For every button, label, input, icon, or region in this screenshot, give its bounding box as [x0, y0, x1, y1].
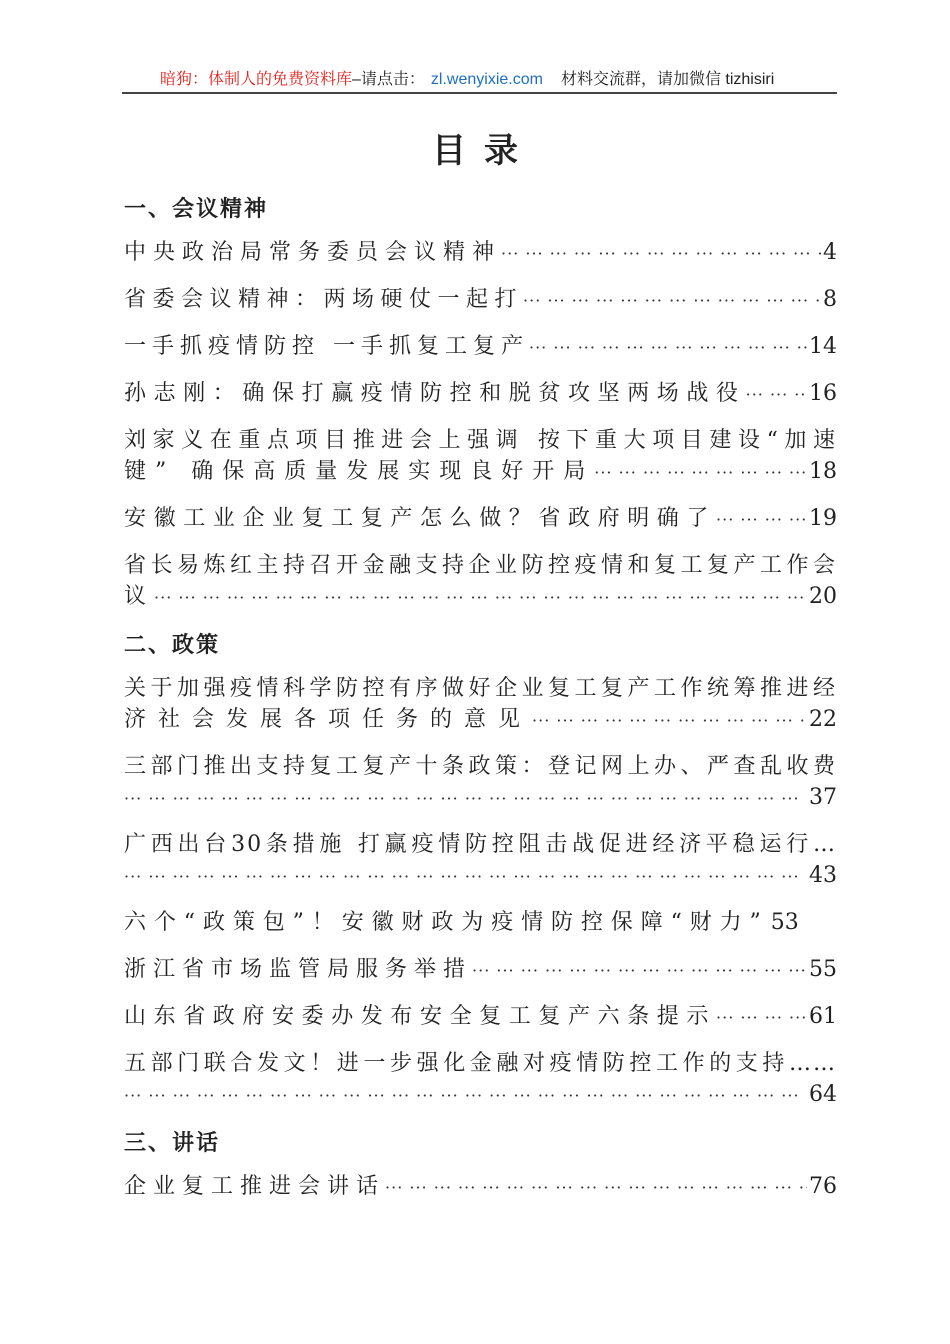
entry-title: 山东省政府安委办发布安全复工复产六条提示 — [124, 1004, 717, 1029]
toc-entry[interactable] — [124, 425, 837, 487]
entry-page: 18 — [809, 459, 837, 484]
header-prompt: –请点击： — [352, 71, 425, 88]
dot-leader — [746, 379, 807, 410]
header-brand: 暗狗：体制人的免费资料库 — [160, 71, 353, 88]
entry-page: 64 — [809, 1082, 837, 1107]
section-heading: 三、讲话 — [124, 1130, 221, 1156]
entry-title: 一手抓疫情防控 一手抓复工复产 — [124, 334, 529, 359]
dot-leader — [523, 285, 821, 316]
dot-leader — [532, 705, 807, 736]
page-header — [122, 68, 836, 92]
page-title: 目录 — [432, 131, 536, 171]
toc-entry[interactable] — [124, 751, 837, 813]
toc-entry[interactable] — [124, 673, 837, 735]
header-divider — [122, 92, 837, 94]
dot-leader — [501, 238, 821, 269]
toc-entry[interactable] — [124, 331, 837, 362]
entry-title: 企业复工推进会讲话 — [124, 1174, 386, 1199]
toc-entry[interactable] — [124, 378, 837, 409]
dot-leader — [716, 1002, 807, 1033]
entry-page: 76 — [809, 1174, 837, 1199]
entry-title: 键” 确保高质量发展实现良好开局 — [124, 459, 595, 484]
section-heading: 一、会议精神 — [124, 196, 269, 222]
entry-page: 43 — [809, 863, 837, 888]
entry-page: 20 — [809, 584, 837, 609]
dot-leader — [154, 582, 807, 613]
toc-entry[interactable] — [124, 503, 837, 534]
toc-entry[interactable] — [124, 1048, 837, 1110]
dot-leader — [124, 783, 807, 814]
header-contact: 材料交流群，请加微信 tizhisiri — [560, 71, 775, 88]
entry-title: 浙江省市场监管局服务举措 — [124, 957, 473, 982]
entry-page: 19 — [809, 506, 837, 531]
entry-title-line1: 刘家义在重点项目推进会上强调 按下重大项目建设“加速 — [124, 428, 837, 453]
entry-page: 53 — [770, 910, 799, 935]
dot-leader — [472, 955, 807, 986]
entry-page: 37 — [809, 785, 837, 810]
entry-page: 4 — [823, 240, 837, 265]
header-link[interactable]: zl.wenyixie.com — [430, 71, 543, 88]
toc-entry[interactable] — [124, 284, 837, 315]
toc-entry[interactable] — [124, 829, 837, 891]
dot-leader — [385, 1172, 807, 1203]
entry-title-line1: 三部门推出支持复工复产十条政策：登记网上办、严查乱收费 — [124, 754, 837, 779]
table-of-contents — [124, 190, 837, 1218]
entry-page: 8 — [823, 287, 837, 312]
entry-title: 济社会发展各项任务的意见 — [124, 707, 533, 732]
dot-leader — [594, 457, 807, 488]
dot-leader — [124, 861, 807, 892]
entry-title: 孙志刚：确保打赢疫情防控和脱贫攻坚两场战役 — [124, 381, 746, 406]
entry-title: 中央政治局常务委员会议精神 — [124, 240, 502, 265]
entry-title-line1: 广西出台30条措施 打赢疫情防控阻击战促进经济平稳运行… — [124, 832, 837, 857]
entry-title-line1: 省长易炼红主持召开金融支持企业防控疫情和复工复产工作会 — [124, 553, 837, 578]
dot-leader — [529, 332, 807, 363]
entry-title: 安徽工业企业复工复产怎么做？省政府明确了 — [124, 506, 717, 531]
entry-page: 22 — [809, 707, 837, 732]
dot-leader — [124, 1080, 807, 1111]
section-heading: 二、政策 — [124, 632, 221, 658]
toc-entry[interactable] — [124, 550, 837, 612]
entry-title: 省委会议精神：两场硬仗一起打 — [124, 287, 524, 312]
toc-entry[interactable] — [124, 1001, 837, 1032]
entry-page: 55 — [809, 957, 837, 982]
entry-page: 61 — [809, 1004, 837, 1029]
toc-entry[interactable] — [124, 907, 837, 938]
entry-title: 议 — [124, 584, 147, 609]
entry-title-line1: 关于加强疫情科学防控有序做好企业复工复产工作统筹推进经 — [124, 676, 837, 701]
toc-entry[interactable] — [124, 954, 837, 985]
entry-title: 六个“政策包”！安徽财政为疫情防控保障“财力” — [124, 910, 769, 935]
entry-title-line1: 五部门联合发文！进一步强化金融对疫情防控工作的支持…… — [124, 1051, 837, 1076]
toc-entry[interactable] — [124, 1171, 837, 1202]
entry-page: 16 — [809, 381, 837, 406]
entry-page: 14 — [809, 334, 837, 359]
dot-leader — [716, 504, 807, 535]
toc-entry[interactable] — [124, 237, 837, 268]
